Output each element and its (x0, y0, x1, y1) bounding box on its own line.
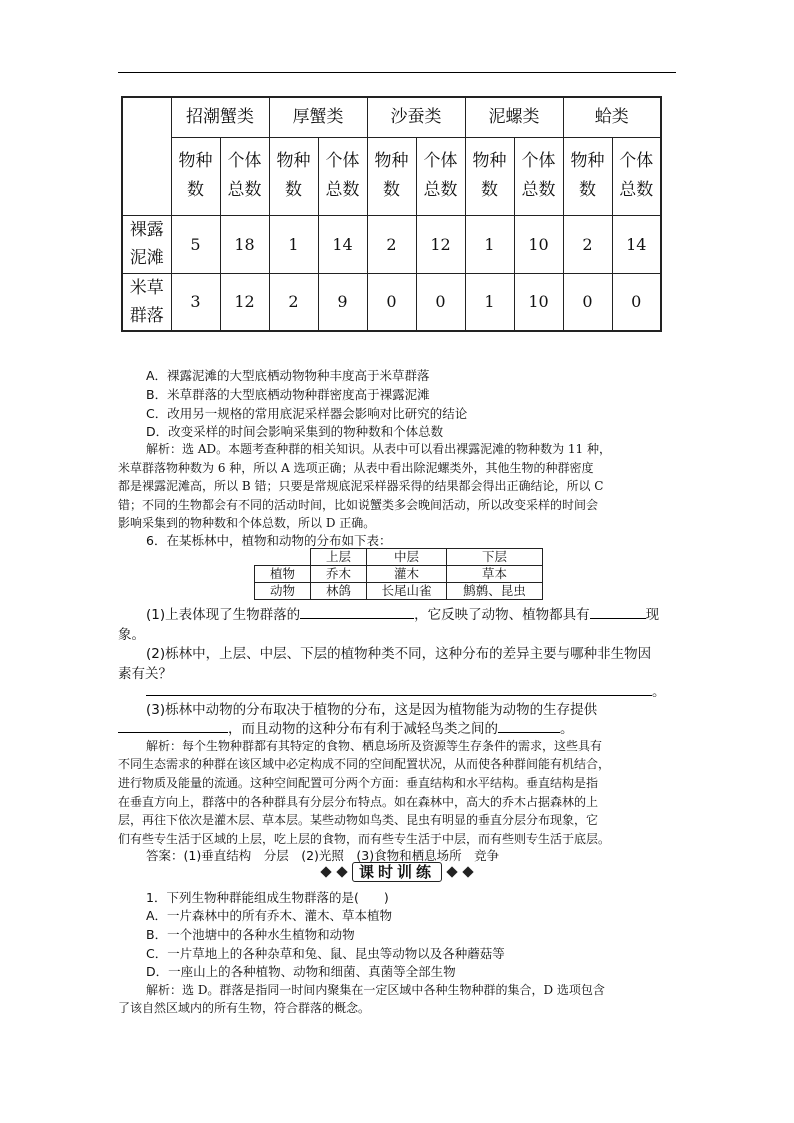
table-cell: 10 (514, 273, 563, 331)
group-header: 沙蚕类 (367, 97, 465, 137)
table-cell: 2 (563, 215, 612, 273)
table-cell: 5 (171, 215, 220, 273)
individual-total-header: 个体 总数 (416, 137, 465, 215)
analysis-line: 解析：选 AD。本题考查种群的相关知识。从表中可以看出裸露泥滩的物种数为 11 种， (146, 442, 612, 456)
diamond-icon (462, 866, 473, 877)
question-6-stem: 6．在某栎林中，植物和动物的分布如下表： (146, 533, 392, 548)
subquestion-2: (2)栎林中，上层、中层、下层的植物种类不同，这种分布的差异主要与哪种非生物因 (146, 646, 652, 662)
analysis-line: 解析：选 D。群落是指同一时间内聚集在一定区域中各种生物种群的集合，D 选项包含 (146, 983, 605, 997)
section-title: 课时训练 (352, 862, 442, 882)
option-b: B．米草群落的大型底栖动物种群密度高于裸露泥滩 (146, 387, 430, 402)
row-label: 植物 (255, 566, 311, 583)
subquestion-2-cont: 素有关？ (118, 666, 172, 682)
subquestion-2-answer-line: 。 (146, 680, 666, 700)
table-cell: 林鸽 (311, 583, 367, 600)
table-row (255, 583, 543, 600)
row-label: 米草 群落 (122, 273, 171, 331)
option-d: D．一座山上的各种植物、动物和细菌、真菌等全部生物 (146, 964, 456, 979)
table-cell: 草本 (447, 566, 543, 583)
analysis-line: 不同生态需求的种群在该区域中必定构成不同的空间配置状况，从而使各种群间能有机结合， (118, 757, 611, 771)
column-header: 上层 (311, 549, 367, 566)
group-header: 厚蟹类 (269, 97, 367, 137)
table-cell: 14 (318, 215, 367, 273)
option-a: A．裸露泥滩的大型底栖动物物种丰度高于米草群落 (146, 368, 430, 383)
subquestion-3-cont: ，而且动物的这种分布有利于减轻鸟类之间的 。 (118, 717, 574, 737)
answer-blank[interactable] (300, 618, 414, 619)
analysis-line: 错；不同的生物都会有不同的活动时间，比如说蟹类多会晚间活动，所以改变采样的时间会 (118, 498, 599, 512)
option-c: C．改用另一规格的常用底泥采样器会影响对比研究的结论 (146, 406, 468, 421)
analysis-line: 层，再往下依次是灌木层、草本层。某些动物如鸟类、昆虫有明显的垂直分层分布现象，它 (118, 813, 599, 827)
individual-total-header: 个体 总数 (612, 137, 661, 215)
subquestion-1-cont: 象。 (118, 627, 145, 643)
diamond-icon (320, 866, 331, 877)
table-cell: 1 (465, 273, 514, 331)
row-label: 裸露 泥滩 (122, 215, 171, 273)
section-banner (320, 861, 474, 883)
table-cell: 3 (171, 273, 220, 331)
corner-cell (255, 549, 311, 566)
group-header: 蛤类 (563, 97, 661, 137)
species-count-header: 物种 数 (465, 137, 514, 215)
species-count-header: 物种 数 (171, 137, 220, 215)
subquestion-1: (1)上表体现了生物群落的 ，它反映了动物、植物都具有 现 (146, 607, 660, 623)
option-a: A．一片森林中的所有乔木、灌木、草本植物 (146, 908, 393, 923)
analysis-line: 解析：每个生物种群都有其特定的食物、栖息场所及资源等生存条件的需求，这些具有 (146, 739, 603, 753)
question-1-stem: 1．下列生物种群能组成生物群落的是( ) (146, 890, 389, 905)
table-cell: 14 (612, 215, 661, 273)
option-b: B．一个池塘中的各种水生植物和动物 (146, 927, 355, 942)
corner-cell (122, 97, 171, 215)
species-count-header: 物种 数 (269, 137, 318, 215)
answer-blank[interactable] (498, 732, 560, 733)
species-count-header: 物种 数 (563, 137, 612, 215)
answer-blank[interactable] (146, 695, 652, 696)
table-cell: 12 (416, 215, 465, 273)
table-row (122, 215, 661, 273)
table-row (255, 566, 543, 583)
header-rule (118, 72, 676, 73)
forest-distribution-table (254, 548, 543, 600)
analysis-line: 进行物质及能量的流通。这种空间配置可分两个方面：垂直结构和水平结构。垂直结构是指 (118, 776, 599, 790)
group-header: 招潮蟹类 (171, 97, 269, 137)
table-cell: 10 (514, 215, 563, 273)
benthic-survey-table (121, 96, 662, 332)
table-cell: 0 (416, 273, 465, 331)
answer-blank[interactable] (118, 732, 228, 733)
individual-total-header: 个体 总数 (220, 137, 269, 215)
analysis-line: 影响采集到的物种数和个体总数，所以 D 正确。 (118, 516, 376, 530)
individual-total-header: 个体 总数 (514, 137, 563, 215)
analysis-line: 了该自然区域内的所有生物，符合群落的概念。 (118, 1001, 371, 1015)
table-cell: 0 (367, 273, 416, 331)
subquestion-3: (3)栎林中动物的分布取决于植物的分布，这是因为植物能为动物的生存提供 (146, 702, 598, 718)
individual-total-header: 个体 总数 (318, 137, 367, 215)
group-header: 泥螺类 (465, 97, 563, 137)
column-header: 下层 (447, 549, 543, 566)
analysis-line: 在垂直方向上，群落中的各种群具有分层分布特点。如在森林中，高大的乔木占据森林的上 (118, 795, 599, 809)
table-cell: 灌木 (367, 566, 447, 583)
answer-line: 答案：(1)垂直结构 分层 (2)光照 (3)食物和栖息场所 竞争 (146, 848, 500, 863)
table-cell: 2 (367, 215, 416, 273)
column-header: 中层 (367, 549, 447, 566)
table-cell: 12 (220, 273, 269, 331)
analysis-line: 都是裸露泥滩高，所以 B 错；只要是常规底泥采样器采得的结果都会得出正确结论，所以 C (118, 479, 604, 493)
analysis-line: 们有些专生活于区域的上层，吃上层的食物，而有些专生活于中层，而有些则专生活于底层。 (118, 832, 611, 846)
table-cell: 乔木 (311, 566, 367, 583)
table-cell: 鹪鹩、昆虫 (447, 583, 543, 600)
table-cell: 2 (269, 273, 318, 331)
answer-blank[interactable] (590, 618, 646, 619)
table-row (122, 273, 661, 331)
table-cell: 18 (220, 215, 269, 273)
table-cell: 0 (563, 273, 612, 331)
diamond-icon (336, 866, 347, 877)
diamond-icon (446, 866, 457, 877)
row-label: 动物 (255, 583, 311, 600)
species-count-header: 物种 数 (367, 137, 416, 215)
option-c: C．一片草地上的各种杂草和兔、鼠、昆虫等动物以及各种蘑菇等 (146, 946, 505, 961)
analysis-line: 米草群落物种数为 6 种，所以 A 选项正确；从表中看出除泥螺类外，其他生物的种群密度 (118, 461, 594, 475)
table-cell: 9 (318, 273, 367, 331)
option-d: D．改变采样的时间会影响采集到的物种数和个体总数 (146, 424, 444, 439)
table-cell: 0 (612, 273, 661, 331)
table-cell: 1 (269, 215, 318, 273)
table-cell: 长尾山雀 (367, 583, 447, 600)
table-cell: 1 (465, 215, 514, 273)
